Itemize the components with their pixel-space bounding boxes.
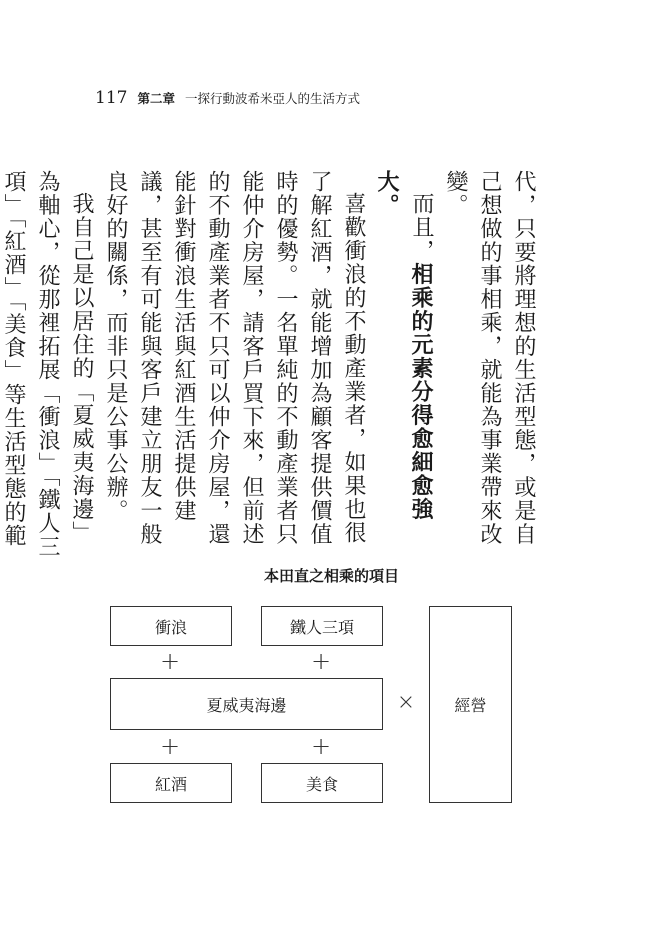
- vertical-body-text: [1, 170, 540, 565]
- plus-sign: +: [159, 732, 181, 760]
- plus-sign: +: [159, 647, 181, 675]
- running-header: [95, 88, 360, 114]
- times-sign: ×: [396, 689, 416, 715]
- paragraph-2-emphasis: 相乘的元素分得愈細愈強大。: [374, 170, 434, 521]
- box-management: 經營: [429, 606, 512, 803]
- diagram-title: 本田直之相乘的項目: [263, 567, 399, 585]
- box-wine: 紅酒: [110, 763, 232, 803]
- paragraph-4: 我自己是以居住的「夏威夷海邊」為軸心，從那裡拓展「衝浪」「鐵人三項」「紅酒」「美食」等生活型態的範: [1, 170, 94, 559]
- plus-sign: +: [310, 647, 332, 675]
- chapter-title: 一探行動波希米亞人的生活方式: [184, 91, 360, 106]
- paragraph-2: [370, 170, 438, 565]
- box-hawaii-seaside: 夏威夷海邊: [110, 678, 383, 730]
- paragraph-3: 喜歡衝浪的不動產業者，如果也很了解紅酒，就能增加為顧客提供價值時的優勢。一名單純的不動產業者只能仲介房屋，請客戶買下來，但前述的不動產業者不只可以仲介房屋，還能針對衝浪生活與紅酒生活提供建議，甚至有可能與客戶建立朋友一般良好的關係，而非只是公事公辦。: [103, 170, 366, 546]
- box-triathlon: 鐵人三項: [261, 606, 383, 646]
- paragraph-1: 代，只要將理想的生活型態，或是自己想做的事相乘，就能為事業帶來改變。: [443, 170, 536, 546]
- paragraph-2-lead: 而且，: [409, 192, 434, 263]
- page-number: 117: [95, 88, 128, 108]
- box-surf: 衝浪: [110, 606, 232, 646]
- plus-sign: +: [310, 732, 332, 760]
- chapter-label: 第二章: [137, 91, 175, 106]
- box-food: 美食: [261, 763, 383, 803]
